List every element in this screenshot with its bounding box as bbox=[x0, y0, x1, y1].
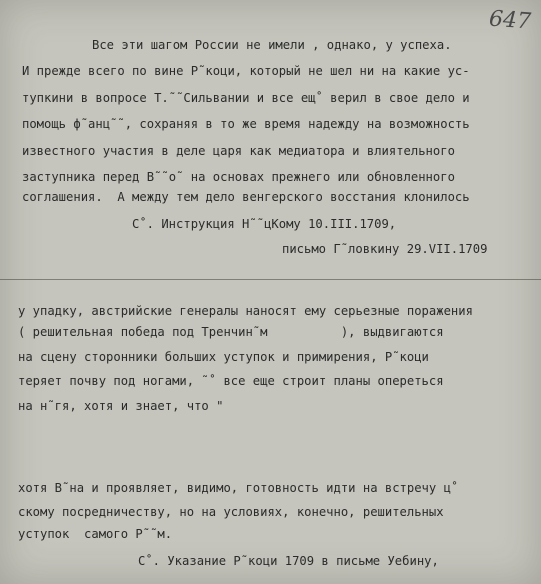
text-line: соглашения. А между тем дело венгерского восстания клонилось bbox=[22, 190, 470, 204]
text-line: на сцену сторонники больших уступок и примирения, Р˜коци bbox=[18, 350, 429, 364]
divider bbox=[0, 279, 541, 280]
text-line: И прежде всего по вине Р˜коци, который не шел ни на какие ус- bbox=[22, 64, 470, 78]
footnote-line: С˚. Инструкция Н˜˜цКому 10.III.1709, bbox=[132, 217, 397, 231]
text-line: у упадку, австрийские генералы наносят ему серьезные поражения bbox=[18, 304, 473, 318]
text-line: ( решительная победа под Тренчин˜м ), выдвигаются bbox=[18, 325, 444, 339]
text-line: скому посредничеству, но на условиях, конечно, решительных bbox=[18, 505, 444, 519]
page-number: 647 bbox=[488, 6, 532, 35]
text-line: известного участия в деле царя как медиатора и влиятельного bbox=[22, 144, 455, 158]
text-line: хотя В˜на и проявляет, видимо, готовность идти на встречу ц˚ bbox=[18, 481, 459, 495]
text-line: помощь ф˜анц˜˜, сохраняя в то же время надежду на возможность bbox=[22, 117, 470, 131]
text-line: на н˜гя, хотя и знает, что " bbox=[18, 399, 224, 413]
text-line: теряет почву под ногами, ˜˚ все еще строит планы опереться bbox=[18, 374, 444, 388]
footnote-line: письмо Г˜ловкину 29.VII.1709 bbox=[282, 242, 488, 256]
footnote-line: С˚. Указание Р˜коци 1709 в письме Уебину, bbox=[138, 554, 439, 568]
text-line: тупкини в вопросе Т.˜˜Сильвании и все ещ˚ верил в свое дело и bbox=[22, 91, 470, 105]
text-line: Все эти шагом России не имели , однако, у успеха. bbox=[92, 38, 452, 52]
text-line: заступника перед В˜˜о˜ на основах прежнего или обновленного bbox=[22, 170, 455, 184]
text-line: уступок самого Р˜˜м. bbox=[18, 527, 173, 541]
